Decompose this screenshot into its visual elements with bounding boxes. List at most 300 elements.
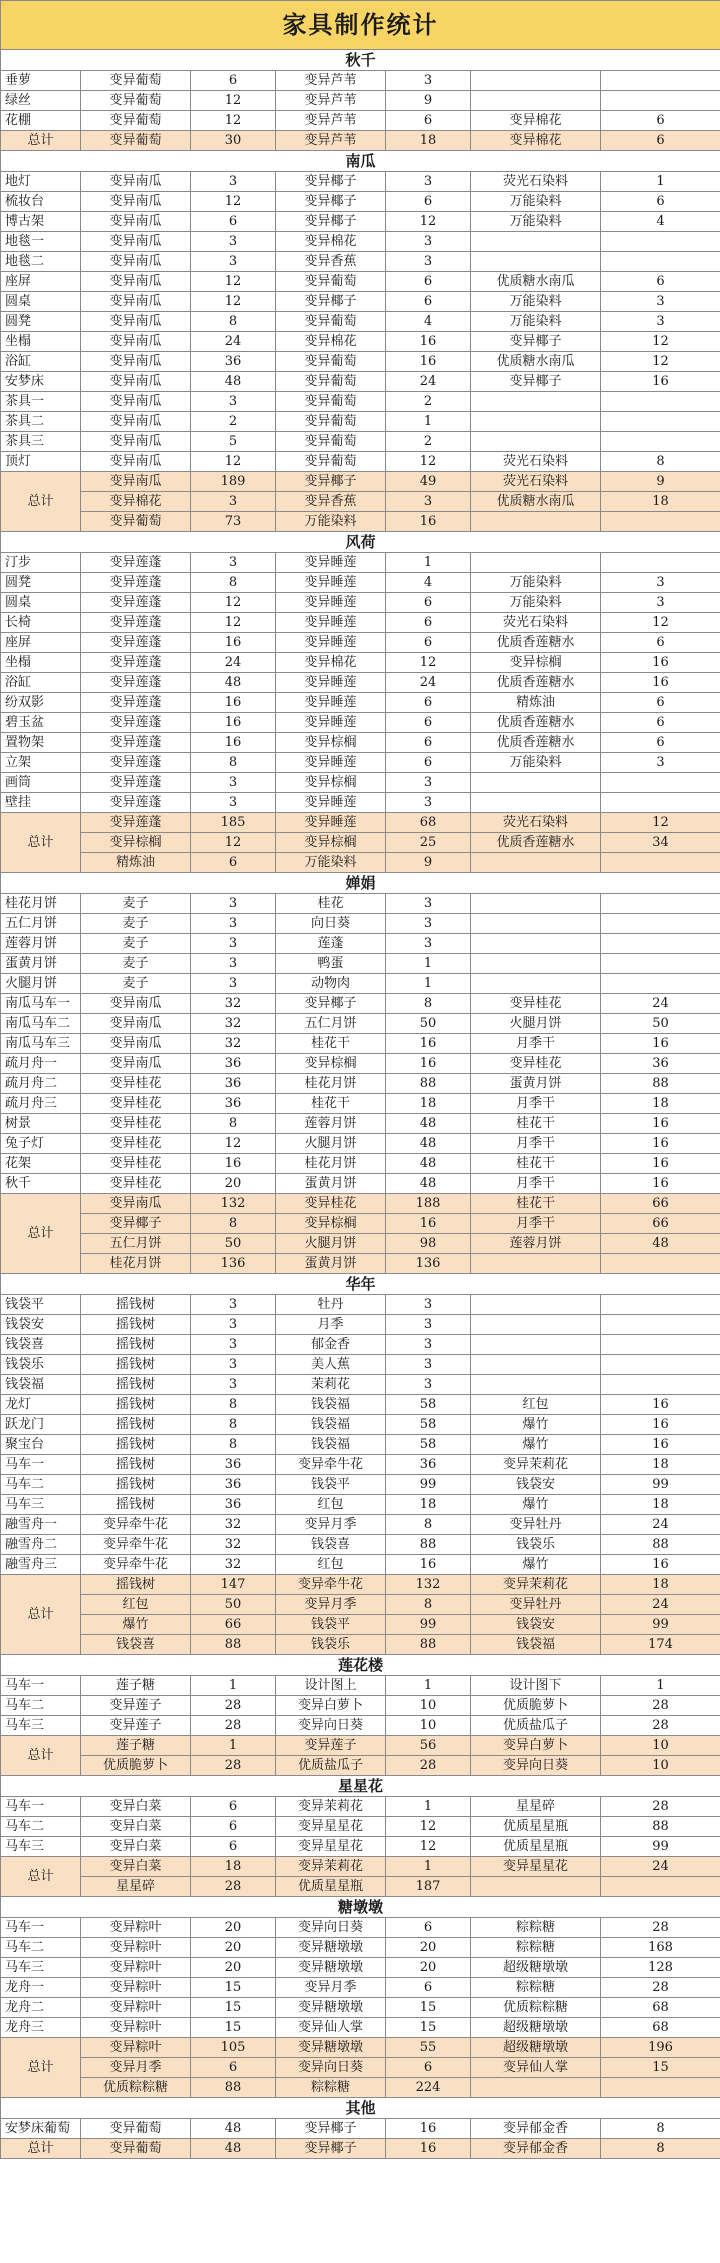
table-cell: 变异棉花 — [276, 332, 386, 352]
total-cell: 变异糖墩墩 — [276, 2038, 386, 2058]
table-cell: 粽粽糖 — [471, 1938, 601, 1958]
table-cell: 3 — [191, 934, 276, 954]
item-name-cell: 碧玉盆 — [1, 713, 81, 733]
table-cell: 向日葵 — [276, 914, 386, 934]
total-row — [1, 2078, 720, 2098]
total-cell: 8 — [191, 1214, 276, 1234]
item-name-cell: 马车一 — [1, 1797, 81, 1817]
total-cell: 66 — [601, 1194, 720, 1214]
table-cell: 36 — [191, 1054, 276, 1074]
table-cell: 红包 — [276, 1555, 386, 1575]
table-cell: 16 — [601, 653, 720, 673]
table-cell: 变异茉莉花 — [276, 1797, 386, 1817]
total-cell: 99 — [601, 1615, 720, 1635]
table-cell: 变异白菜 — [81, 1797, 191, 1817]
total-cell: 88 — [386, 1635, 471, 1655]
total-cell: 星星碎 — [81, 1877, 191, 1897]
total-row — [1, 1254, 720, 1274]
total-cell: 18 — [601, 1575, 720, 1595]
table-cell: 3 — [386, 1375, 471, 1395]
total-cell: 优质糖水南瓜 — [471, 492, 601, 512]
table-cell — [601, 1295, 720, 1315]
total-cell: 136 — [191, 1254, 276, 1274]
table-cell: 6 — [386, 753, 471, 773]
total-cell — [471, 853, 601, 873]
table-cell: 6 — [386, 192, 471, 212]
total-cell: 月季干 — [471, 1214, 601, 1234]
table-row — [1, 292, 720, 312]
table-cell: 8 — [386, 1515, 471, 1535]
item-name-cell: 马车二 — [1, 1817, 81, 1837]
total-row — [1, 1635, 720, 1655]
table-cell: 12 — [386, 212, 471, 232]
table-row — [1, 793, 720, 813]
table-cell: 变异葡萄 — [276, 352, 386, 372]
table-cell: 莲蓬 — [276, 934, 386, 954]
table-cell: 麦子 — [81, 934, 191, 954]
table-cell — [471, 1295, 601, 1315]
table-cell: 99 — [601, 1475, 720, 1495]
table-cell: 3 — [191, 1295, 276, 1315]
total-cell: 桂花干 — [471, 1194, 601, 1214]
item-name-cell: 圆凳 — [1, 573, 81, 593]
table-cell: 变异白萝卜 — [276, 1696, 386, 1716]
table-cell: 变异白菜 — [81, 1837, 191, 1857]
table-cell: 爆竹 — [471, 1435, 601, 1455]
table-cell: 50 — [386, 1014, 471, 1034]
table-cell: 变异牵牛花 — [81, 1515, 191, 1535]
table-cell: 牡丹 — [276, 1295, 386, 1315]
total-cell: 10 — [601, 1736, 720, 1756]
table-cell: 麦子 — [81, 954, 191, 974]
table-row — [1, 1355, 720, 1375]
table-cell: 变异桂花 — [81, 1074, 191, 1094]
table-row — [1, 1295, 720, 1315]
table-cell: 8 — [191, 753, 276, 773]
total-cell: 优质盐瓜子 — [276, 1756, 386, 1776]
item-name-cell: 秋千 — [1, 1174, 81, 1194]
total-cell: 变异白菜 — [81, 1857, 191, 1877]
table-cell — [471, 412, 601, 432]
table-cell — [601, 412, 720, 432]
item-name-cell: 融雪舟一 — [1, 1515, 81, 1535]
total-row — [1, 1615, 720, 1635]
table-cell: 变异睡莲 — [276, 553, 386, 573]
item-name-cell: 长椅 — [1, 613, 81, 633]
table-cell: 郁金香 — [276, 1335, 386, 1355]
item-name-cell: 钱袋平 — [1, 1295, 81, 1315]
table-cell: 36 — [191, 1094, 276, 1114]
table-cell: 28 — [191, 1696, 276, 1716]
table-cell: 变异莲子 — [81, 1716, 191, 1736]
table-cell: 钱袋福 — [276, 1415, 386, 1435]
table-cell — [471, 934, 601, 954]
table-cell: 万能染料 — [471, 192, 601, 212]
table-cell — [471, 432, 601, 452]
total-cell — [471, 2078, 601, 2098]
table-cell: 28 — [601, 1918, 720, 1938]
table-cell: 16 — [601, 1395, 720, 1415]
table-cell — [471, 793, 601, 813]
total-cell: 变异棉花 — [471, 131, 601, 151]
table-cell — [471, 71, 601, 91]
total-cell: 25 — [386, 833, 471, 853]
table-cell: 钱袋乐 — [471, 1535, 601, 1555]
table-cell: 优质粽粽糖 — [471, 1998, 601, 2018]
table-row — [1, 894, 720, 914]
item-name-cell: 浴缸 — [1, 352, 81, 372]
total-cell: 爆竹 — [81, 1615, 191, 1635]
table-row — [1, 1114, 720, 1134]
total-cell — [601, 2078, 720, 2098]
table-cell: 变异南瓜 — [81, 292, 191, 312]
table-row — [1, 713, 720, 733]
item-name-cell: 安梦床 — [1, 372, 81, 392]
table-cell: 麦子 — [81, 894, 191, 914]
table-cell: 16 — [191, 693, 276, 713]
table-cell: 红包 — [276, 1495, 386, 1515]
table-cell: 变异南瓜 — [81, 452, 191, 472]
item-name-cell: 地灯 — [1, 172, 81, 192]
total-cell: 189 — [191, 472, 276, 492]
item-name-cell: 纷双影 — [1, 693, 81, 713]
item-name-cell: 圆桌 — [1, 292, 81, 312]
table-cell: 3 — [191, 974, 276, 994]
table-row — [1, 653, 720, 673]
table-cell: 16 — [386, 332, 471, 352]
table-cell: 火腿月饼 — [471, 1014, 601, 1034]
total-cell: 66 — [191, 1615, 276, 1635]
table-cell: 变异芦苇 — [276, 71, 386, 91]
table-cell — [601, 71, 720, 91]
table-cell: 变异葡萄 — [276, 392, 386, 412]
table-cell: 蛋黄月饼 — [276, 1174, 386, 1194]
table-cell: 优质糖水南瓜 — [471, 272, 601, 292]
item-name-cell: 莲蓉月饼 — [1, 934, 81, 954]
table-cell: 15 — [386, 2018, 471, 2038]
table-cell: 8 — [191, 1395, 276, 1415]
total-cell: 莲子糖 — [81, 1736, 191, 1756]
table-cell: 8 — [386, 994, 471, 1014]
table-cell: 3 — [386, 172, 471, 192]
table-cell: 3 — [386, 793, 471, 813]
table-cell — [471, 1315, 601, 1335]
item-name-cell: 龙舟三 — [1, 2018, 81, 2038]
table-cell: 变异糖墩墩 — [276, 1998, 386, 2018]
table-cell: 3 — [191, 553, 276, 573]
table-row — [1, 914, 720, 934]
table-cell: 32 — [191, 994, 276, 1014]
table-cell: 1 — [386, 553, 471, 573]
table-cell: 变异葡萄 — [276, 452, 386, 472]
table-cell — [471, 252, 601, 272]
total-cell: 变异月季 — [276, 1595, 386, 1615]
total-cell: 荧光石染料 — [471, 472, 601, 492]
table-cell: 12 — [386, 653, 471, 673]
table-cell: 美人蕉 — [276, 1355, 386, 1375]
table-cell: 6 — [386, 1918, 471, 1938]
table-cell: 12 — [601, 352, 720, 372]
table-cell — [601, 974, 720, 994]
table-row — [1, 633, 720, 653]
table-cell: 3 — [191, 793, 276, 813]
item-name-cell: 钱袋乐 — [1, 1355, 81, 1375]
total-row — [1, 492, 720, 512]
item-name-cell: 博古架 — [1, 212, 81, 232]
item-name-cell: 置物架 — [1, 733, 81, 753]
item-name-cell: 茶具三 — [1, 432, 81, 452]
item-name-cell: 梳妆台 — [1, 192, 81, 212]
item-name-cell: 坐榻 — [1, 653, 81, 673]
item-name-cell: 疏月舟三 — [1, 1094, 81, 1114]
table-cell: 变异睡莲 — [276, 593, 386, 613]
table-cell: 6 — [386, 693, 471, 713]
item-name-cell: 圆桌 — [1, 593, 81, 613]
table-cell: 12 — [191, 1134, 276, 1154]
table-cell: 变异牵牛花 — [276, 1455, 386, 1475]
table-cell: 变异南瓜 — [81, 232, 191, 252]
table-cell: 3 — [191, 1355, 276, 1375]
table-cell: 变异睡莲 — [276, 713, 386, 733]
table-row — [1, 1455, 720, 1475]
table-cell: 1 — [386, 974, 471, 994]
table-row — [1, 252, 720, 272]
total-cell: 136 — [386, 1254, 471, 1274]
table-row — [1, 192, 720, 212]
table-cell — [471, 232, 601, 252]
table-cell — [601, 914, 720, 934]
title-row — [1, 1, 720, 50]
table-row — [1, 1074, 720, 1094]
table-cell: 12 — [601, 332, 720, 352]
table-cell: 钱袋福 — [276, 1395, 386, 1415]
table-cell: 摇钱树 — [81, 1315, 191, 1335]
total-cell — [601, 1877, 720, 1897]
item-name-cell: 五仁月饼 — [1, 914, 81, 934]
total-cell: 变异莲蓬 — [81, 813, 191, 833]
table-cell: 变异南瓜 — [81, 272, 191, 292]
item-name-cell: 马车二 — [1, 1475, 81, 1495]
table-cell: 摇钱树 — [81, 1355, 191, 1375]
total-row — [1, 512, 720, 532]
table-row — [1, 1395, 720, 1415]
table-row — [1, 693, 720, 713]
table-cell: 88 — [386, 1074, 471, 1094]
table-cell: 摇钱树 — [81, 1495, 191, 1515]
total-cell: 30 — [191, 131, 276, 151]
table-cell: 变异香蕉 — [276, 252, 386, 272]
total-cell: 1 — [191, 1736, 276, 1756]
table-row — [1, 71, 720, 91]
total-cell: 73 — [191, 512, 276, 532]
table-cell: 1 — [386, 1676, 471, 1696]
table-cell: 16 — [601, 1034, 720, 1054]
table-cell: 1 — [386, 1797, 471, 1817]
total-cell: 66 — [601, 1214, 720, 1234]
table-cell: 莲子糖 — [81, 1676, 191, 1696]
table-cell — [601, 232, 720, 252]
table-cell — [601, 392, 720, 412]
table-cell: 20 — [191, 1958, 276, 1978]
total-cell: 变异葡萄 — [81, 2139, 191, 2159]
table-cell: 变异莲蓬 — [81, 653, 191, 673]
table-cell: 变异南瓜 — [81, 352, 191, 372]
table-cell: 16 — [386, 1034, 471, 1054]
total-label: 总计 — [1, 1736, 81, 1776]
table-cell — [471, 954, 601, 974]
table-row — [1, 974, 720, 994]
table-row — [1, 1535, 720, 1555]
total-label: 总计 — [1, 813, 81, 873]
table-cell: 变异桂花 — [81, 1154, 191, 1174]
table-cell: 15 — [191, 1978, 276, 1998]
total-cell: 精炼油 — [81, 853, 191, 873]
item-name-cell: 龙灯 — [1, 1395, 81, 1415]
table-row — [1, 1174, 720, 1194]
table-cell: 36 — [191, 1074, 276, 1094]
table-cell: 优质香莲糖水 — [471, 633, 601, 653]
table-row — [1, 1515, 720, 1535]
table-cell: 优质星星瓶 — [471, 1837, 601, 1857]
total-cell: 万能染料 — [276, 512, 386, 532]
total-cell: 钱袋乐 — [276, 1635, 386, 1655]
item-name-cell: 马车三 — [1, 1495, 81, 1515]
table-cell: 24 — [191, 332, 276, 352]
table-cell: 变异莲蓬 — [81, 733, 191, 753]
table-cell — [601, 432, 720, 452]
table-cell: 变异粽叶 — [81, 1978, 191, 1998]
table-row — [1, 432, 720, 452]
item-name-cell: 座屏 — [1, 272, 81, 292]
table-cell: 8 — [191, 1435, 276, 1455]
total-row — [1, 1575, 720, 1595]
table-cell: 变异南瓜 — [81, 1034, 191, 1054]
item-name-cell: 疏月舟一 — [1, 1054, 81, 1074]
table-cell: 变异南瓜 — [81, 192, 191, 212]
table-cell: 24 — [386, 673, 471, 693]
total-cell — [601, 853, 720, 873]
table-row — [1, 1998, 720, 2018]
table-cell: 3 — [191, 914, 276, 934]
table-cell: 6 — [386, 272, 471, 292]
item-name-cell: 兔子灯 — [1, 1134, 81, 1154]
total-cell: 蛋黄月饼 — [276, 1254, 386, 1274]
total-cell: 变异棕榈 — [81, 833, 191, 853]
table-cell: 12 — [191, 292, 276, 312]
table-row — [1, 91, 720, 111]
table-cell: 设计图上 — [276, 1676, 386, 1696]
table-cell: 16 — [601, 1174, 720, 1194]
table-cell: 变异葡萄 — [276, 432, 386, 452]
table-row — [1, 1415, 720, 1435]
table-cell: 变异粽叶 — [81, 1938, 191, 1958]
table-cell: 变异椰子 — [276, 2119, 386, 2139]
table-cell: 15 — [386, 1998, 471, 2018]
table-cell: 动物肉 — [276, 974, 386, 994]
table-cell: 1 — [386, 412, 471, 432]
table-cell: 五仁月饼 — [276, 1014, 386, 1034]
table-cell: 18 — [386, 1495, 471, 1515]
table-cell: 3 — [386, 71, 471, 91]
table-cell: 变异桂花 — [81, 1094, 191, 1114]
table-cell: 变异莲蓬 — [81, 673, 191, 693]
table-row — [1, 673, 720, 693]
table-cell: 变异茉莉花 — [471, 1455, 601, 1475]
table-cell: 3 — [191, 894, 276, 914]
table-cell: 变异粽叶 — [81, 1918, 191, 1938]
total-cell: 188 — [386, 1194, 471, 1214]
table-cell: 3 — [386, 1335, 471, 1355]
table-cell: 变异月季 — [276, 1515, 386, 1535]
table-row — [1, 2018, 720, 2038]
table-cell: 摇钱树 — [81, 1335, 191, 1355]
total-cell: 钱袋喜 — [81, 1635, 191, 1655]
table-cell: 18 — [386, 1094, 471, 1114]
item-name-cell: 南瓜马车一 — [1, 994, 81, 1014]
table-cell: 超级糖墩墩 — [471, 2018, 601, 2038]
table-row — [1, 111, 720, 131]
total-label: 总计 — [1, 2038, 81, 2098]
table-cell: 变异南瓜 — [81, 212, 191, 232]
table-cell: 变异椰子 — [276, 292, 386, 312]
section-header-row — [1, 2098, 720, 2119]
table-cell: 变异葡萄 — [276, 412, 386, 432]
table-row — [1, 172, 720, 192]
total-label: 总计 — [1, 131, 81, 151]
table-cell: 3 — [386, 1315, 471, 1335]
total-cell: 68 — [386, 813, 471, 833]
total-cell: 变异棕榈 — [276, 833, 386, 853]
table-cell: 6 — [386, 733, 471, 753]
table-cell: 16 — [601, 673, 720, 693]
table-cell: 变异桂花 — [471, 994, 601, 1014]
table-cell: 15 — [191, 2018, 276, 2038]
table-cell — [601, 934, 720, 954]
section-header-row — [1, 50, 720, 71]
total-cell: 优质星星瓶 — [276, 1877, 386, 1897]
table-cell: 6 — [191, 212, 276, 232]
table-row — [1, 934, 720, 954]
total-cell: 变异向日葵 — [276, 2058, 386, 2078]
table-cell: 星星碎 — [471, 1797, 601, 1817]
table-cell: 36 — [601, 1054, 720, 1074]
total-row — [1, 1194, 720, 1214]
table-cell: 摇钱树 — [81, 1395, 191, 1415]
table-cell: 128 — [601, 1958, 720, 1978]
total-cell: 变异葡萄 — [81, 512, 191, 532]
page-title: 家具制作统计 — [1, 1, 720, 50]
total-cell: 28 — [191, 1877, 276, 1897]
table-cell: 摇钱树 — [81, 1415, 191, 1435]
table-cell: 8 — [601, 2119, 720, 2139]
total-cell: 49 — [386, 472, 471, 492]
section-title: 星星花 — [1, 1776, 720, 1797]
total-label: 总计 — [1, 472, 81, 532]
total-cell: 变异莲子 — [276, 1736, 386, 1756]
table-row — [1, 1315, 720, 1335]
total-cell: 优质香莲糖水 — [471, 833, 601, 853]
item-name-cell: 钱袋喜 — [1, 1335, 81, 1355]
table-cell: 设计图下 — [471, 1676, 601, 1696]
section-header-row — [1, 532, 720, 553]
table-cell: 粽粽糖 — [471, 1918, 601, 1938]
table-cell: 32 — [191, 1515, 276, 1535]
item-name-cell: 花棚 — [1, 111, 81, 131]
item-name-cell: 疏月舟二 — [1, 1074, 81, 1094]
table-cell: 3 — [386, 1295, 471, 1315]
item-name-cell: 垂萝 — [1, 71, 81, 91]
table-cell: 万能染料 — [471, 312, 601, 332]
